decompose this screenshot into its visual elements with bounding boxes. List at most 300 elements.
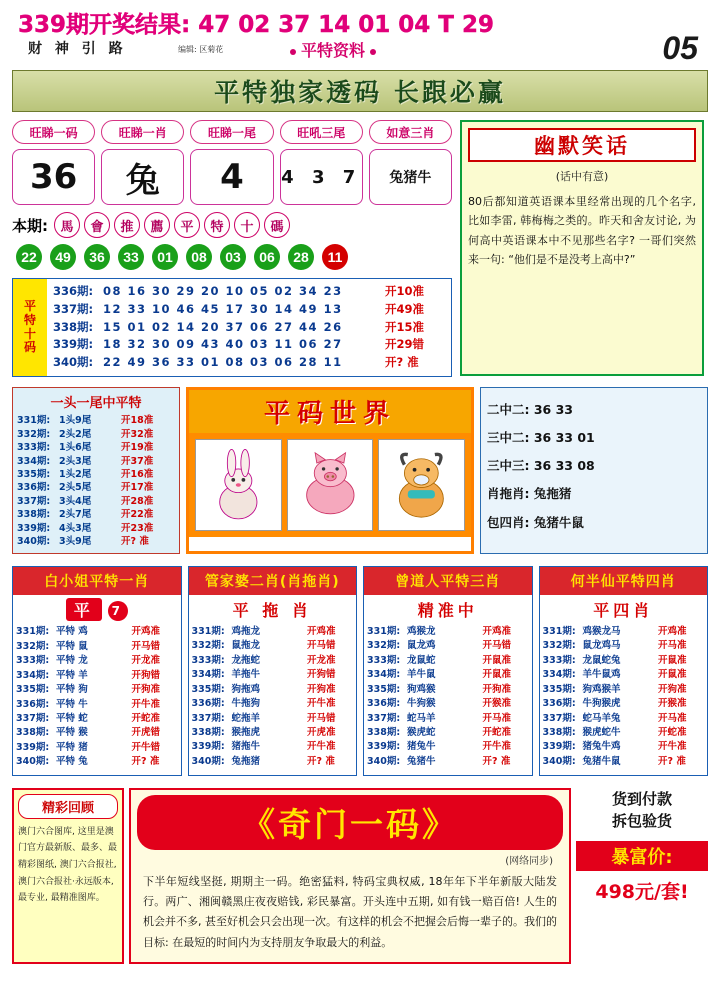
period-label: 339期:: [191, 741, 225, 753]
period-result: 开鸡准: [131, 626, 161, 638]
period-result: 开鸡准: [658, 625, 687, 637]
period-label: 334期:: [17, 455, 51, 467]
prediction-value: 龙鼠蛇: [407, 654, 436, 666]
head-tail-value: 3头9尾: [59, 536, 92, 548]
period-result: 开马错: [482, 640, 512, 652]
period-label: 332期:: [17, 428, 51, 440]
section-label: [285, 38, 381, 61]
prediction-column: [188, 566, 358, 776]
prediction-value: 猪兔牛鸡: [582, 741, 621, 753]
combo-panel: [480, 387, 708, 554]
head-tail-row: [17, 455, 175, 468]
promo-subtitle: (网络同步): [505, 855, 553, 867]
period-result: 开鸡准: [307, 625, 336, 637]
period-label: 332期:: [367, 640, 401, 652]
joke-box: [460, 120, 704, 376]
head-tail-value: 4头3尾: [59, 522, 92, 534]
prediction-row: [192, 740, 354, 754]
ten-code-row: [53, 319, 445, 337]
period-label: 336期:: [16, 698, 50, 710]
lucky-number-ball: 49: [50, 244, 76, 270]
prediction-row: [192, 654, 354, 668]
period-label: 338期:: [191, 726, 225, 738]
prediction-value: 鼠拖龙: [231, 640, 261, 652]
prediction-row: [192, 712, 354, 726]
issue-number: 05: [662, 30, 698, 66]
pick-category: 如意三肖: [369, 120, 452, 144]
period-label: 332期:: [16, 640, 50, 652]
ten-code-table: [12, 278, 452, 377]
period-label: 338期:: [53, 319, 94, 334]
head-tail-rows: [17, 414, 175, 549]
combo-row: [487, 452, 701, 480]
lucky-number-ball: 11: [322, 244, 348, 270]
period-result: 开23准: [121, 522, 154, 534]
prediction-column-rows: [13, 623, 181, 774]
ten-code-rows: [47, 279, 451, 376]
period-numbers: 08 16 30 29 20 10 05 02 34 23: [103, 284, 343, 298]
prediction-row: [16, 698, 178, 712]
period-label: 337期:: [367, 712, 401, 724]
pick-category: 旺睇一码: [12, 120, 95, 144]
pingma-world-title: 平码世界: [189, 390, 471, 433]
period-result: 开牛错: [131, 741, 161, 753]
rabbit-illustration: [195, 439, 282, 531]
prediction-row: [367, 740, 529, 754]
head-tail-row: [17, 481, 175, 494]
prediction-row: [16, 712, 178, 726]
period-result: 开32准: [121, 428, 154, 440]
period-result: 开狗错: [131, 669, 161, 681]
period-label: 333期:: [17, 442, 51, 454]
period-result: 开马错: [131, 640, 161, 652]
prediction-value: 平特 猴: [56, 727, 88, 739]
period-result: 开牛准: [482, 741, 512, 753]
period-result: 开? 准: [385, 355, 419, 370]
head-tail-row: [17, 522, 175, 535]
period-result: 开猴准: [482, 698, 512, 710]
period-label: 340期:: [191, 755, 225, 767]
char-circle: 推: [114, 212, 140, 238]
period-label: 332期:: [191, 640, 225, 652]
order-line-1: 货到付款: [611, 789, 672, 808]
prediction-value: 兔猪牛: [407, 755, 436, 767]
prediction-row: [543, 712, 705, 726]
combo-value: 兔猪牛鼠: [533, 514, 584, 530]
prediction-row: [367, 639, 529, 653]
ten-code-label: 平 特 十 码: [13, 279, 47, 376]
prediction-value: 平特 狗: [56, 684, 88, 696]
joke-panel: [460, 120, 704, 377]
combo-row: [487, 509, 701, 537]
period-result: 开? 准: [131, 756, 160, 768]
period-label: 335期:: [542, 683, 576, 695]
period-result: 开37准: [121, 455, 154, 467]
bullet-dot-icon: [290, 49, 296, 55]
prediction-row: [367, 712, 529, 726]
prediction-row: [367, 726, 529, 740]
prediction-value: 牛拖狗: [231, 698, 261, 710]
period-result: 开? 准: [482, 755, 511, 767]
lucky-number-ball: 33: [118, 244, 144, 270]
period-label: 339期:: [53, 337, 94, 352]
head-tail-panel: [12, 387, 180, 554]
prediction-row: [192, 625, 354, 639]
period-label: 331期:: [542, 625, 576, 637]
pick-value: 兔: [101, 149, 184, 205]
combo-label: 二中二:: [487, 402, 530, 418]
period-result: 开狗准: [482, 683, 512, 695]
prediction-row: [16, 726, 178, 740]
period-label: 338期:: [16, 727, 50, 739]
prediction-value: 狗鸡猴: [407, 683, 436, 695]
review-title: 精彩回顾: [18, 794, 118, 819]
period-numbers: 12 33 10 46 45 17 30 14 49 13: [103, 301, 343, 316]
combo-row: [487, 396, 701, 424]
prediction-value: 兔拖猪: [231, 755, 261, 767]
prediction-row: [16, 625, 178, 639]
prediction-row: [16, 741, 178, 755]
head-tail-row: [17, 414, 175, 427]
period-result: 开17准: [121, 482, 154, 494]
period-label: 339期:: [17, 522, 51, 534]
period-result: 开猴准: [658, 698, 687, 710]
prediction-row: [192, 726, 354, 740]
period-label: 334期:: [16, 669, 50, 681]
prediction-column: [539, 566, 709, 776]
prediction-row: [192, 668, 354, 682]
prediction-value: 蛇马羊: [407, 712, 436, 724]
ten-code-row: [53, 301, 445, 319]
prediction-value: 羊牛鼠: [407, 669, 436, 681]
period-label: 331期:: [17, 415, 51, 427]
prediction-value: 兔猪牛鼠: [582, 755, 621, 767]
period-label: 340期:: [53, 355, 94, 370]
prediction-column-title: 曾道人平特三肖: [364, 567, 532, 595]
period-numbers: 18 32 30 09 43 40 03 11 06 27: [103, 337, 343, 352]
char-circle: 薦: [144, 212, 170, 238]
period-result: 开狗错: [307, 669, 336, 681]
lucky-number-ball: 01: [152, 244, 178, 270]
current-issue-row: [12, 212, 452, 238]
order-panel: [576, 788, 708, 964]
prediction-row: [192, 683, 354, 697]
period-result: 开牛准: [307, 741, 336, 753]
prediction-value: 猴虎蛇: [407, 726, 436, 738]
prediction-value: 牛狗猴虎: [582, 698, 621, 710]
page-header: [0, 0, 720, 70]
period-label: 333期:: [542, 654, 576, 666]
combo-label: 三中三:: [487, 458, 530, 474]
prediction-row: [16, 654, 178, 668]
pick-value: 4 3 7: [280, 149, 363, 205]
period-result: 开牛准: [307, 698, 336, 710]
bottom-section: [12, 788, 708, 964]
prediction-value: 蛇拖羊: [231, 712, 261, 724]
prediction-row: [367, 625, 529, 639]
prediction-column-rows: [540, 623, 708, 774]
prediction-row: [543, 755, 705, 769]
prediction-row: [543, 639, 705, 653]
period-label: 331期:: [191, 625, 225, 637]
prediction-column-subtitle: 平 拖 肖: [232, 600, 312, 620]
prediction-value: 猪兔牛: [407, 741, 436, 753]
char-circle: 會: [84, 212, 110, 238]
combo-value: 36 33: [533, 402, 574, 418]
prediction-value: 狗拖鸡: [231, 683, 261, 695]
lucky-number-ball: 06: [254, 244, 280, 270]
period-label: 340期:: [16, 756, 50, 768]
combo-value: 36 33 08: [533, 458, 595, 474]
prediction-value: 平特 羊: [56, 669, 88, 681]
period-result: 开蛇准: [482, 726, 512, 738]
period-result: 开15准: [385, 319, 425, 334]
prediction-row: [367, 755, 529, 769]
price-value: 498元/套!: [595, 880, 689, 903]
period-result: 开马准: [482, 712, 512, 724]
prediction-value: 猪拖牛: [231, 741, 261, 753]
period-result: 开牛准: [658, 741, 687, 753]
promo-banner-text: 《奇门一码》: [242, 804, 458, 844]
picks-panel: [12, 120, 452, 377]
head-tail-row: [17, 441, 175, 454]
period-result: 开鸡准: [482, 625, 512, 637]
period-result: 开牛准: [131, 698, 161, 710]
pick-value: 4: [190, 149, 273, 205]
top-section: [12, 120, 708, 377]
head-tail-value: 2头2尾: [59, 428, 92, 440]
prediction-row: [367, 683, 529, 697]
pingma-world-panel: [186, 387, 474, 554]
ten-code-row: [53, 336, 445, 354]
prediction-row: [16, 669, 178, 683]
pick-category: 旺吼三尾: [280, 120, 363, 144]
prediction-value: 平特 牛: [56, 698, 88, 710]
combo-label: 包四肖:: [487, 514, 530, 530]
lucky-number-ball: 03: [220, 244, 246, 270]
period-result: 开10准: [385, 284, 425, 298]
pick-category-row: [12, 120, 452, 144]
middle-section: [12, 387, 708, 554]
pick-value-row: [12, 149, 452, 205]
period-label: 332期:: [542, 640, 576, 652]
period-label: 331期:: [367, 625, 401, 637]
zodiac-image-strip: [189, 433, 471, 537]
head-tail-value: 2头3尾: [59, 455, 92, 467]
price-label: 暴富价:: [576, 841, 708, 871]
period-label: 331期:: [16, 626, 50, 638]
period-label: 335期:: [17, 469, 51, 480]
head-tail-row: [17, 535, 175, 548]
period-result: 开狗准: [131, 684, 161, 696]
period-label: 339期:: [542, 741, 576, 753]
prediction-column-title: 何半仙平特四肖: [540, 567, 708, 595]
prediction-column-rows: [364, 623, 532, 774]
head-tail-value: 3头4尾: [59, 495, 92, 507]
ping-badge: 平: [66, 598, 102, 621]
order-line-2: 拆包验货: [611, 812, 672, 831]
period-result: 开马错: [307, 712, 336, 724]
prediction-value: 平特 蛇: [56, 713, 88, 725]
period-label: 334期:: [367, 669, 401, 681]
pig-illustration: [287, 439, 374, 531]
combo-row: [487, 480, 701, 508]
prediction-column-title: 管家婆二肖(肖拖肖): [189, 567, 357, 595]
prediction-value: 鸡猴龙: [407, 625, 436, 637]
period-label: 339期:: [367, 741, 401, 753]
head-tail-value: 2头5尾: [59, 482, 92, 494]
current-issue-label: 本期:: [12, 216, 48, 235]
char-circle: 平: [174, 212, 200, 238]
bullet-dot-icon: [370, 49, 376, 55]
period-result: 开22准: [121, 509, 154, 521]
prediction-row: [543, 625, 705, 639]
pick-value: 36: [12, 149, 95, 205]
main-banner-text: 平特独家透码 长跟必赢: [214, 78, 506, 107]
prediction-row: [367, 697, 529, 711]
period-numbers: 15 01 02 14 20 37 06 27 44 26: [103, 319, 343, 334]
prediction-value: 羊拖牛: [231, 669, 261, 681]
main-banner: [12, 70, 708, 112]
prediction-row: [543, 726, 705, 740]
period-label: 336期:: [17, 482, 51, 494]
period-label: 333期:: [191, 654, 225, 666]
ten-code-row: [53, 354, 445, 372]
prediction-column-subtitle: 平四肖: [593, 600, 654, 620]
period-result: 开19准: [121, 442, 154, 454]
prediction-row: [16, 640, 178, 654]
char-circle: 十: [234, 212, 260, 238]
prediction-row: [543, 683, 705, 697]
lucky-number-ball: 36: [84, 244, 110, 270]
period-result: 开虎准: [307, 726, 336, 738]
ten-code-row: [53, 283, 445, 301]
prediction-value: 狗鸡猴羊: [582, 683, 621, 695]
combo-row: [487, 424, 701, 452]
prediction-row: [16, 683, 178, 697]
lucky-number-ball: 22: [16, 244, 42, 270]
period-label: 338期:: [542, 726, 576, 738]
period-result: 开? 准: [658, 755, 686, 767]
head-tail-row: [17, 508, 175, 521]
period-result: 开龙准: [131, 655, 161, 667]
lucky-number-ball: 28: [288, 244, 314, 270]
head-tail-value: 1头6尾: [59, 442, 92, 454]
period-label: 335期:: [191, 683, 225, 695]
prediction-value: 龙拖蛇: [231, 654, 261, 666]
period-result: 开蛇准: [658, 726, 687, 738]
period-label: 333期:: [16, 655, 50, 667]
prediction-row: [192, 755, 354, 769]
editor-credit: 编辑: 区菊花: [178, 45, 224, 54]
period-label: 334期:: [542, 669, 576, 681]
char-circle: 特: [204, 212, 230, 238]
period-label: 334期:: [191, 669, 225, 681]
prediction-value: 龙鼠蛇兔: [582, 654, 621, 666]
head-tail-value: 1头2尾: [59, 469, 92, 480]
char-circle: 碼: [264, 212, 290, 238]
prediction-value: 牛狗猴: [407, 698, 436, 710]
period-label: 335期:: [16, 684, 50, 696]
promo-banner: [137, 795, 563, 850]
prediction-row: [543, 654, 705, 668]
lucky-number-row: [12, 244, 452, 270]
prediction-value: 猴拖虎: [231, 726, 261, 738]
promo-panel: [129, 788, 571, 964]
head-tail-row: [17, 428, 175, 441]
period-label: 337期:: [17, 495, 51, 507]
head-tail-value: 1头9尾: [59, 415, 92, 427]
combo-label: 肖拖肖:: [487, 486, 530, 502]
period-label: 336期:: [367, 698, 401, 710]
promo-text: 下半年短线坚挺, 期期主一码。绝密猛料, 特码宝典权威, 18年年下半年新版大陆发行。两广、湘闽赣黑庄夜夜赔钱, 彩民暴富。开头连中五期, 如有钱一赔百倍! 人生的机会并不多, 甚至好机会只会出现一次。有这样的机会不把握会后悔一辈子的。我们的目标: 在最短的时间内为支持朋友争取最大的利益。: [143, 874, 557, 949]
period-label: 336期:: [542, 698, 576, 710]
period-result: 开28准: [121, 495, 154, 507]
prediction-column-rows: [189, 623, 357, 774]
prediction-value: 平特 鼠: [56, 640, 88, 652]
period-result: 开鼠准: [482, 654, 512, 666]
prediction-row: [543, 697, 705, 711]
head-tail-row: [17, 468, 175, 481]
prediction-row: [192, 697, 354, 711]
prediction-column-title: 白小姐平特一肖: [13, 567, 181, 595]
period-label: 333期:: [367, 654, 401, 666]
period-result: 开马错: [307, 640, 336, 652]
period-label: 335期:: [367, 683, 401, 695]
prediction-value: 蛇马羊兔: [582, 712, 621, 724]
prediction-column-subtitle: 精准中: [417, 600, 478, 620]
combo-value: 兔拖猪: [533, 486, 572, 502]
period-result: 开29错: [385, 337, 425, 352]
prediction-value: 羊牛鼠鸡: [582, 669, 621, 681]
prediction-row: [192, 639, 354, 653]
prediction-value: 鸡猴龙马: [582, 625, 621, 637]
pick-category: 旺睇一肖: [101, 120, 184, 144]
period-label: 338期:: [17, 509, 51, 521]
combo-rows: [487, 396, 701, 537]
head-tail-row: [17, 495, 175, 508]
review-text: 澳门六合图库, 这里是澳门官方最新版、最多、最精彩图纸, 澳门六合报社, 澳门六合报社·永远版本, 最专业, 最精准图库。: [18, 826, 118, 904]
ox-illustration: [378, 439, 465, 531]
prediction-value: 鼠龙鸡马: [582, 640, 621, 652]
prediction-column-subtitle: [13, 595, 181, 624]
period-label: 337期:: [191, 712, 225, 724]
prediction-value: 平特 龙: [56, 655, 88, 667]
prediction-columns: [12, 566, 708, 776]
prediction-row: [543, 740, 705, 754]
period-result: 开? 准: [121, 536, 149, 548]
period-result: 开鼠准: [658, 654, 687, 666]
period-result: 开蛇准: [131, 713, 161, 725]
period-label: 337期:: [542, 712, 576, 724]
period-result: 开18准: [121, 415, 154, 427]
lucky-number-ball: 08: [186, 244, 212, 270]
period-label: 340期:: [17, 536, 51, 548]
period-label: 337期:: [16, 713, 50, 725]
prediction-value: 鸡拖龙: [231, 625, 261, 637]
period-result: 开16准: [121, 469, 154, 480]
char-circle: 馬: [54, 212, 80, 238]
section-label-text: 平特资料: [301, 41, 366, 60]
prediction-row: [367, 654, 529, 668]
period-result: 开狗准: [307, 683, 336, 695]
joke-title: 幽默笑话: [468, 128, 696, 162]
prediction-value: 平特 兔: [56, 756, 88, 768]
prediction-column: [12, 566, 182, 776]
period-label: 340期:: [367, 755, 401, 767]
period-label: 340期:: [542, 755, 576, 767]
head-tail-title: 一头一尾中平特: [50, 396, 142, 412]
